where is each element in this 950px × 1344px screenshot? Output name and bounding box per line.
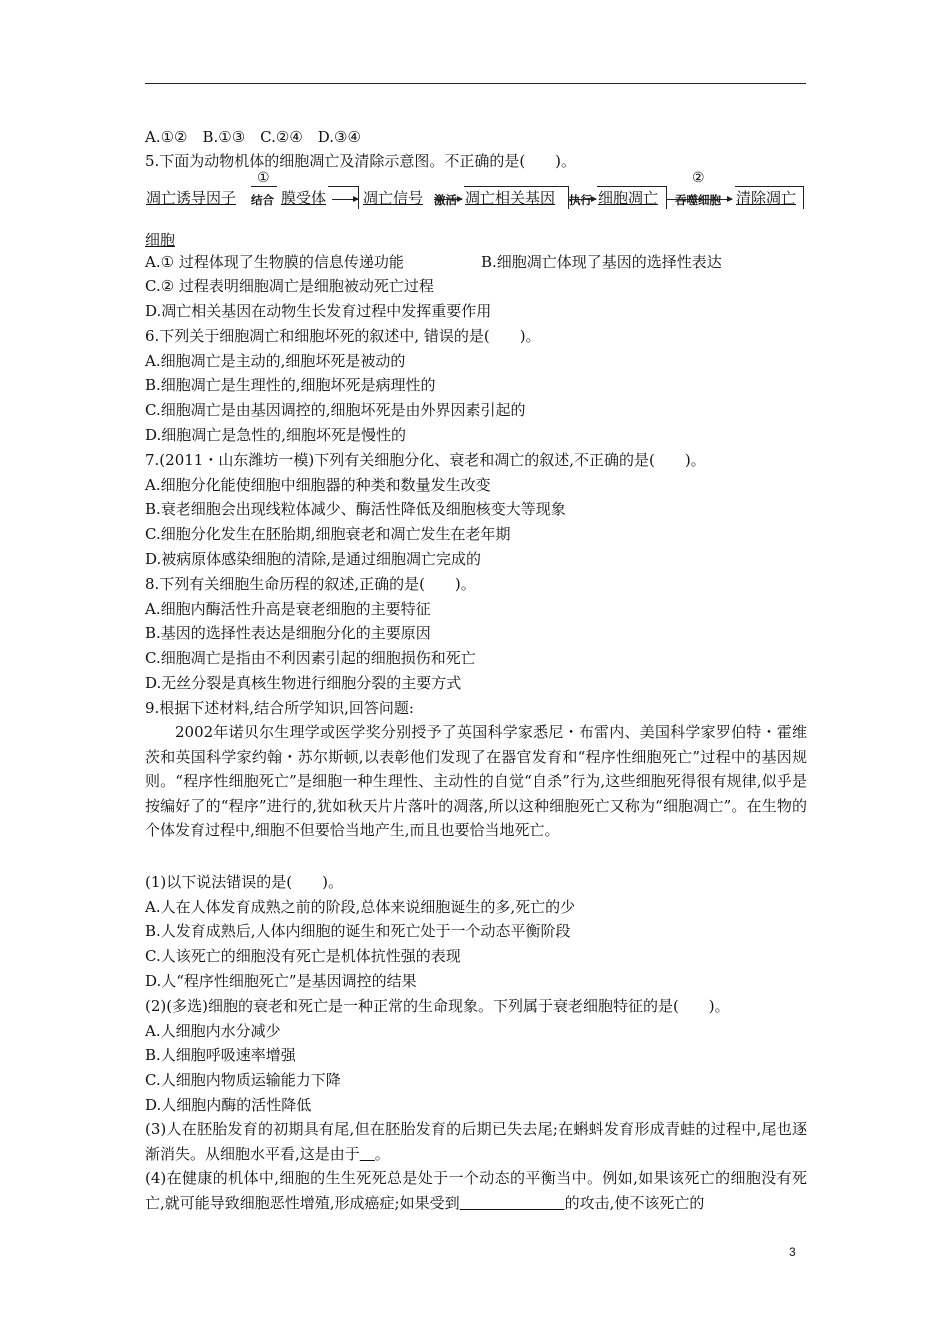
arrow-4 [667, 199, 732, 200]
diagram-step-inducer: 凋亡诱导因子 [146, 189, 237, 207]
q9-2-stem: (2)(多选)细胞的衰老和死亡是一种正常的生命现象。下列属于衰老细胞特征的是( )。 [145, 997, 730, 1015]
q9-3-text: (3)人在胚胎发育的初期具有尾,但在胚胎发育的后期已失去尾;在蝌蚪发育形成青蛙的过程中,尾也逐渐消失。从细胞水平看,这是由于 [145, 1120, 807, 1163]
q6-option-b: B.细胞凋亡是生理性的,细胞坏死是病理性的 [145, 376, 436, 394]
q9-1-option-a: A.人在人体发育成熟之前的阶段,总体来说细胞诞生的多,死亡的少 [145, 898, 576, 916]
q8-option-a: A.细胞内酶活性升高是衰老细胞的主要特征 [145, 600, 431, 618]
q9-4-text: (4)在健康的机体中,细胞的生生死死总是处于一个动态的平衡当中。例如,如果该死亡的细胞没有死亡,就可能导致细胞恶性增殖,形成癌症;如果受到 [145, 1169, 807, 1212]
q5-option-a: A.① 过程体现了生物膜的信息传递功能 [145, 253, 404, 271]
q9-material: 2002年诺贝尔生理学或医学奖分别授予了英国科学家悉尼・布雷内、美国科学家罗伯特・霍维茨和英国科学家约翰・苏尔斯顿,以表彰他们发现了在器官发育和“程序性细胞死亡”过程中的基因规则。“程序性细胞死亡”是细胞一种生理性、主动性的自觉“自杀”行为,这些细胞死得很有规律,似乎是按编好了的“程序”进行的,犹如秋天片片落叶的凋落,所以这种细胞死亡又称为“细胞凋亡”。在生物的个体发育过程中,细胞不但要恰当地产生,而且也要恰当地死亡。 [145, 723, 807, 839]
q7-stem: 7.(2011・山东潍坊一模)下列有关细胞分化、衰老和凋亡的叙述,不正确的是( )。 [145, 451, 706, 469]
q9-1-option-b: B.人发育成熟后,人体内细胞的诞生和死亡处于一个动态平衡阶段 [145, 922, 571, 940]
q9-1-option-d: D.人“程序性细胞死亡”是基因调控的结果 [145, 972, 417, 990]
q6-option-d: D.细胞凋亡是急性的,细胞坏死是慢性的 [145, 426, 407, 444]
q7-option-c: C.细胞分化发生在胚胎期,细胞衰老和凋亡发生在老年期 [145, 525, 511, 543]
apoptosis-diagram [145, 172, 810, 212]
arrow-1 [332, 199, 358, 200]
page-number: 3 [789, 1245, 796, 1259]
q9-4-end: 的攻击,使不该死亡的 [564, 1193, 705, 1212]
diagram-label-activate: 激活 [434, 193, 457, 207]
q8-option-d: D.无丝分裂是真核生物进行细胞分裂的主要方式 [145, 674, 462, 692]
q4-options: A.①② B.①③ C.②④ D.③④ [145, 128, 361, 146]
q9-stem: 9.根据下述材料,结合所学知识,回答问题: [145, 699, 414, 717]
q9-4-answer-blank[interactable] [460, 1194, 565, 1212]
diagram-marker-1: ① [257, 170, 270, 186]
diagram-step-clear: 清除凋亡 [736, 189, 797, 207]
q9-1-stem: (1)以下说法错误的是( )。 [145, 873, 343, 891]
q9-2-option-a: A.人细胞内水分减少 [145, 1022, 281, 1040]
q9-2-option-d: D.人细胞内酶的活性降低 [145, 1096, 312, 1114]
q6-option-a: A.细胞凋亡是主动的,细胞坏死是被动的 [145, 352, 406, 370]
diagram-step-clear-cont: 细胞 [145, 231, 176, 249]
arrow-2 [434, 199, 462, 200]
diagram-label-phagocyte: 吞噬细胞 [675, 193, 721, 207]
header-rule [145, 83, 806, 84]
q9-3-answer-blank[interactable] [360, 1145, 375, 1163]
q9-2-option-b: B.人细胞呼吸速率增强 [145, 1046, 296, 1064]
diagram-label-execute: 执行 [569, 193, 592, 207]
diagram-marker-2: ② [692, 170, 705, 186]
q6-option-c: C.细胞凋亡是由基因调控的,细胞坏死是由外界因素引起的 [145, 401, 526, 419]
q8-option-b: B.基因的选择性表达是细胞分化的主要原因 [145, 624, 431, 642]
q5-option-b: B.细胞凋亡体现了基因的选择性表达 [481, 253, 722, 271]
q5-option-d: D.凋亡相关基因在动物生长发育过程中发挥重要作用 [145, 302, 492, 320]
q5-stem: 5.下面为动物机体的细胞凋亡及清除示意图。不正确的是( )。 [145, 152, 577, 170]
q9-3-question [145, 1117, 807, 1166]
q5-option-c: C.② 过程表明细胞凋亡是细胞被动死亡过程 [145, 277, 434, 295]
q8-stem: 8.下列有关细胞生命历程的叙述,正确的是( )。 [145, 575, 476, 593]
q6-stem: 6.下列关于细胞凋亡和细胞坏死的叙述中, 错误的是( )。 [145, 327, 541, 345]
q8-option-c: C.细胞凋亡是指由不利因素引起的细胞损伤和死亡 [145, 649, 476, 667]
arrow-3 [569, 199, 596, 200]
diagram-step-receptor: 膜受体 [281, 189, 327, 207]
q9-2-option-c: C.人细胞内物质运输能力下降 [145, 1071, 341, 1089]
diagram-step-signal: 凋亡信号 [363, 189, 424, 207]
q9-4-question [145, 1166, 807, 1215]
q7-option-a: A.细胞分化能使细胞中细胞器的种类和数量发生改变 [145, 476, 491, 494]
q9-1-option-c: C.人该死亡的细胞没有死亡是机体抗性强的表现 [145, 947, 461, 965]
diagram-step-genes: 凋亡相关基因 [465, 189, 556, 207]
diagram-label-bind: 结合 [251, 193, 274, 207]
diagram-step-apoptosis: 细胞凋亡 [598, 189, 659, 207]
q9-3-end: 。 [374, 1144, 390, 1163]
q7-option-d: D.被病原体感染细胞的清除,是通过细胞凋亡完成的 [145, 550, 482, 568]
q7-option-b: B.衰老细胞会出现线粒体减少、酶活性降低及细胞核变大等现象 [145, 500, 566, 518]
